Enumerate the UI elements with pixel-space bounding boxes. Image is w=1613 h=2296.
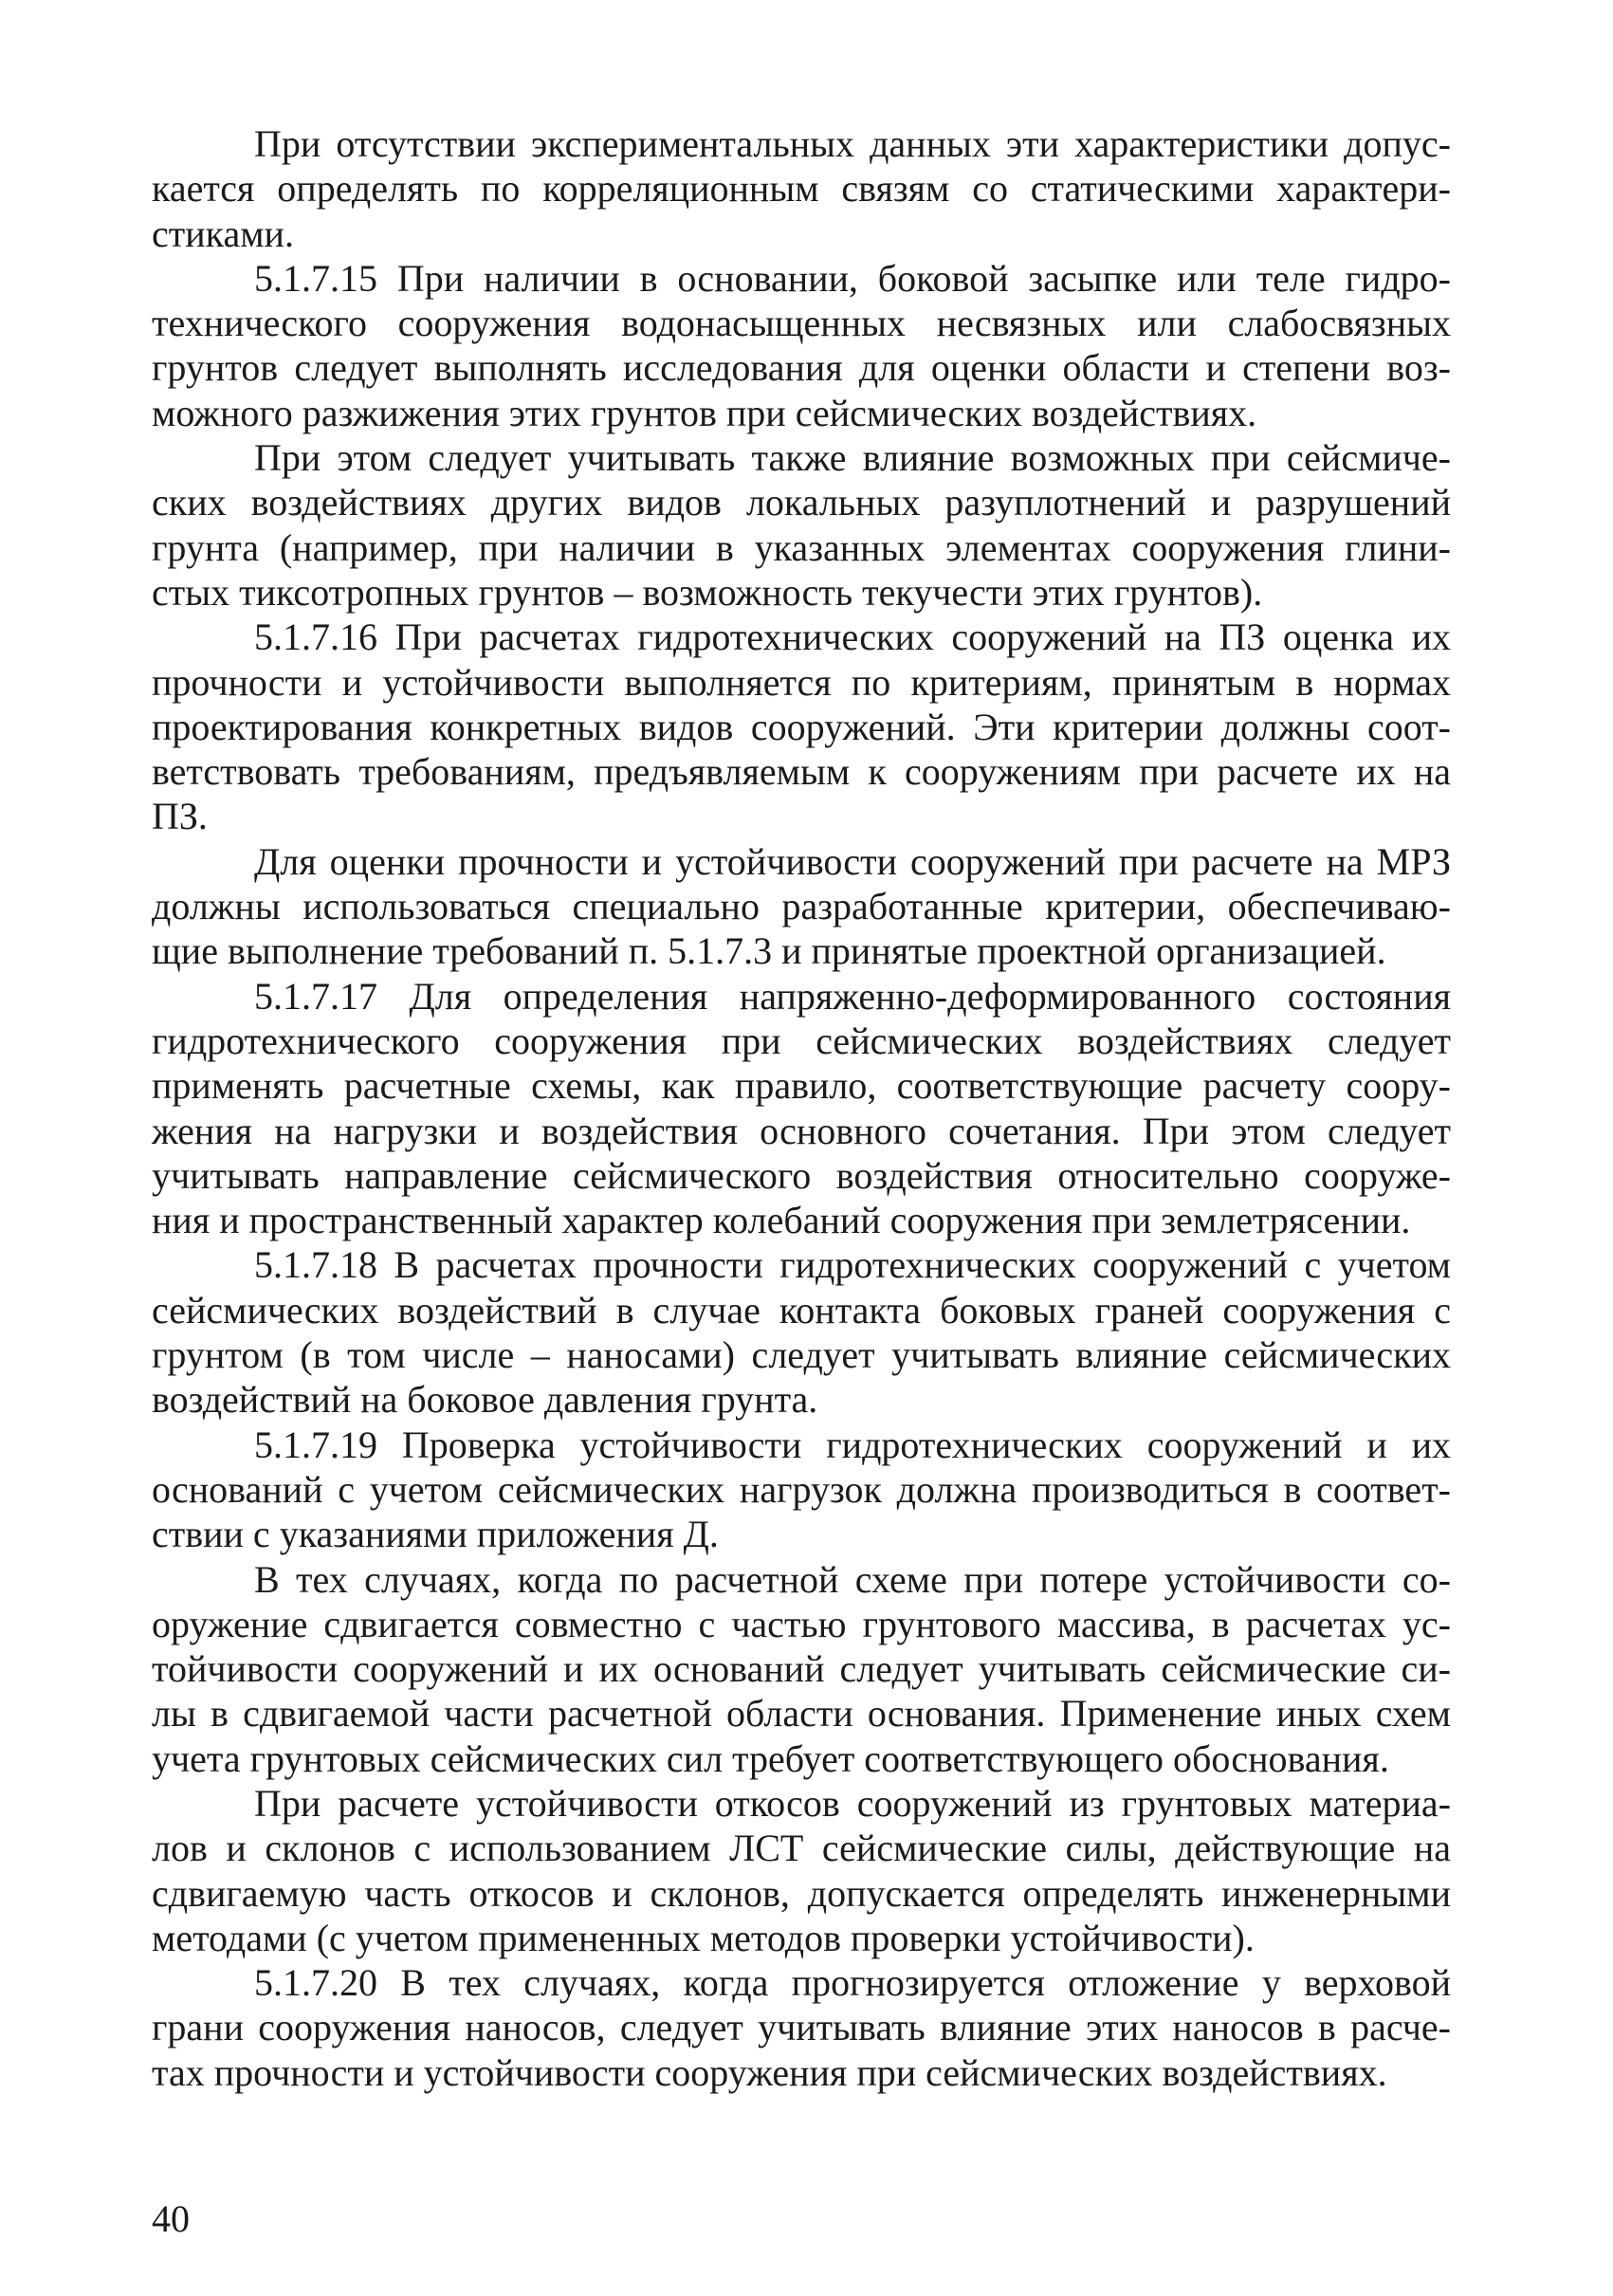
paragraph-p9 (152, 1557, 1451, 1781)
text-line: стиками. (152, 211, 294, 255)
text-line: 5.1.7.16 При расчетах гидротехнических сооружений на ПЗ оценка их (254, 615, 1451, 659)
text-line: должны использоваться специально разработанные критерии, обеспечиваю- (152, 885, 1451, 928)
page-number: 40 (152, 2197, 190, 2240)
text-line: оснований с учетом сейсмических нагрузок должна производиться в соответ- (152, 1467, 1451, 1511)
text-line: воздействий на боковое давления грунта. (152, 1378, 818, 1422)
document-body (152, 121, 1451, 2095)
text-line: В тех случаях, когда по расчетной схеме при потере устойчивости со- (254, 1557, 1451, 1601)
paragraph-p2 (152, 256, 1451, 435)
paragraph-p5 (152, 839, 1451, 974)
paragraph-p11 (152, 1960, 1451, 2095)
text-line: При этом следует учитывать также влияние возможных при сейсмиче- (254, 436, 1451, 480)
text-line: 5.1.7.19 Проверка устойчивости гидротехнических сооружений и их (254, 1423, 1451, 1466)
paragraph-p1 (152, 121, 1451, 256)
text-line: Для оценки прочности и устойчивости сооружений при расчете на МРЗ (254, 839, 1451, 883)
text-line: ветствовать требованиям, предъявляемым к сооружениям при расчете их на (152, 750, 1451, 794)
text-line: ния и пространственный характер колебаний сооружения при землетрясении. (152, 1199, 1411, 1242)
text-line: лов и склонов с использованием ЛСТ сейсмические силы, действующие на (152, 1827, 1451, 1870)
text-line: тойчивости сооружений и их оснований следует учитывать сейсмические си- (152, 1647, 1451, 1691)
paragraph-p7 (152, 1242, 1451, 1422)
text-line: ствии с указаниями приложения Д. (152, 1513, 719, 1556)
paragraph-p6 (152, 974, 1451, 1243)
paragraph-p4 (152, 615, 1451, 838)
text-line: лы в сдвигаемой части расчетной области основания. Применение иных схем (152, 1692, 1451, 1736)
text-line: методами (с учетом примененных методов проверки устойчивости). (152, 1916, 1255, 1959)
text-line: проектирования конкретных видов сооружений. Эти критерии должны соот- (152, 705, 1451, 748)
text-line: тах прочности и устойчивости сооружения при сейсмических воздействиях. (152, 2050, 1387, 2094)
text-line: можного разжижения этих грунтов при сейсмических воздействиях. (152, 391, 1257, 434)
text-line: сдвигаемую часть откосов и склонов, допускается определять инженерными (152, 1871, 1451, 1915)
text-line: учитывать направление сейсмического воздействия относительно сооруже- (152, 1153, 1451, 1197)
text-line: оружение сдвигается совместно с частью грунтового массива, в расчетах ус- (152, 1602, 1451, 1645)
text-line: При отсутствии экспериментальных данных эти характеристики допус- (254, 122, 1451, 165)
text-line: гидротехнического сооружения при сейсмических воздействиях следует (152, 1019, 1451, 1062)
text-line: грунта (например, при наличии в указанных элементах сооружения глини- (152, 525, 1451, 569)
text-line: ПЗ. (152, 795, 208, 838)
paragraph-p3 (152, 435, 1451, 615)
text-line: кается определять по корреляционным связям со статическими характери- (152, 167, 1451, 211)
text-line: грани сооружения наносов, следует учитывать влияние этих наносов в расче- (152, 2006, 1451, 2049)
text-line: ских воздействиях других видов локальных разуплотнений и разрушений (152, 481, 1451, 524)
text-line: сейсмических воздействий в случае контакта боковых граней сооружения с (152, 1288, 1451, 1332)
text-line: При расчете устойчивости откосов сооружений из грунтовых материа- (254, 1781, 1451, 1825)
paragraph-p10 (152, 1781, 1451, 1960)
text-line: учета грунтовых сейсмических сил требует соответствующего обоснования. (152, 1736, 1389, 1780)
text-line: 5.1.7.17 Для определения напряженно-деформированного состояния (254, 974, 1451, 1018)
text-line: применять расчетные схемы, как правило, соответствующие расчету соору- (152, 1064, 1451, 1108)
text-line: грунтов следует выполнять исследования для оценки области и степени воз- (152, 346, 1451, 390)
text-line: 5.1.7.18 В расчетах прочности гидротехнических сооружений с учетом (254, 1243, 1451, 1287)
text-line: грунтом (в том числе – наносами) следует учитывать влияние сейсмических (152, 1333, 1451, 1377)
text-line: жения на нагрузки и воздействия основного сочетания. При этом следует (152, 1109, 1451, 1152)
text-line: прочности и устойчивости выполняется по критериям, принятым в нормах (152, 660, 1451, 704)
paragraph-p8 (152, 1423, 1451, 1557)
text-line: стых тиксотропных грунтов – возможность текучести этих грунтов). (152, 570, 1263, 614)
text-line: 5.1.7.20 В тех случаях, когда прогнозируется отложение у верховой (254, 1961, 1451, 2005)
text-line: 5.1.7.15 При наличии в основании, боковой засыпке или теле гидро- (254, 256, 1451, 300)
text-line: технического сооружения водонасыщенных несвязных или слабосвязных (152, 302, 1451, 345)
text-line: щие выполнение требований п. 5.1.7.3 и принятые проектной организацией. (152, 929, 1386, 973)
